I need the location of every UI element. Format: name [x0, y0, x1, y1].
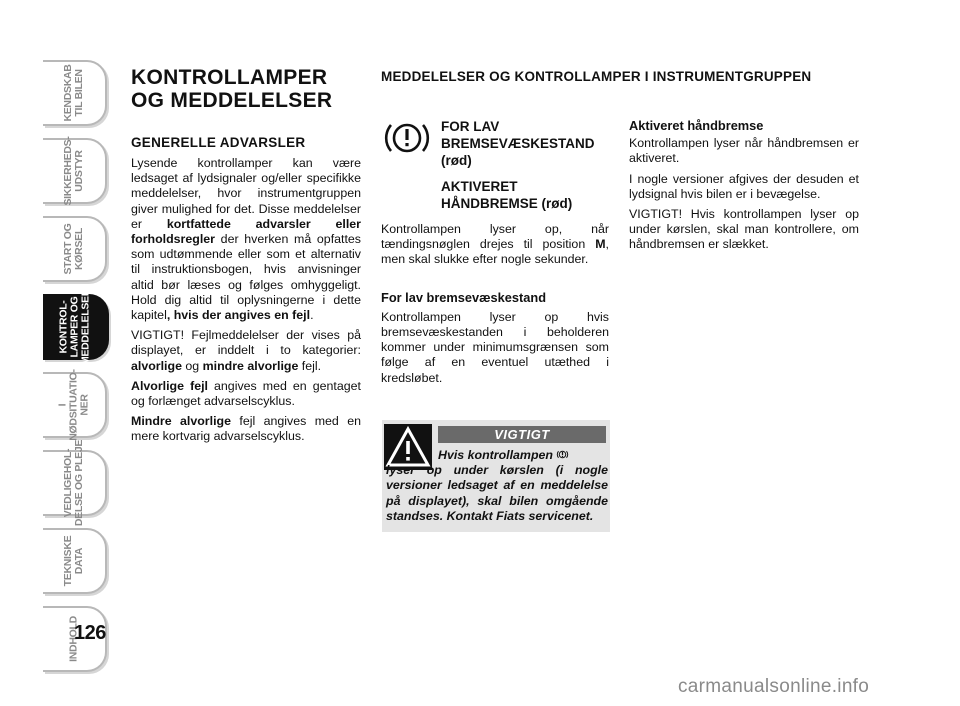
- page-number: 126: [74, 622, 106, 644]
- warning-title: [441, 118, 595, 212]
- title-line: (rød): [441, 153, 472, 168]
- brake-warning-icon: [556, 449, 569, 460]
- tab-sikkerhedsudstyr[interactable]: [43, 138, 107, 204]
- bold-text: kortfattede advarsler eller forholdsregler: [131, 216, 362, 247]
- text: , men skal slukke efter nogle sekunder.: [381, 237, 609, 267]
- tab-vedligeholdelse[interactable]: [43, 439, 107, 527]
- tab-label: KENDSKAB TIL BILEN: [62, 64, 85, 122]
- left-body: [131, 156, 361, 450]
- tab-tekniske-data[interactable]: [43, 528, 107, 594]
- text: lyser op under kørslen (i nogle versioner ledsaget af en meddelelse på displayet), skal bilen omgående standses. Kontakt Fiats servicenet.: [386, 463, 608, 523]
- text: Hvis kontrollampen: [438, 448, 553, 462]
- bold-text: , hvis der angives en fejl: [166, 308, 311, 323]
- subheading: For lav bremsevæskestand: [381, 289, 547, 305]
- section-subtitle: GENERELLE ADVARSLER: [131, 135, 306, 150]
- title-line: BREMSEVÆSKESTAND: [441, 136, 595, 151]
- tab-kendskab[interactable]: [43, 60, 107, 126]
- tab-label: INDHOLD: [67, 616, 80, 662]
- important-note-box: [382, 420, 610, 532]
- text: Lysende kontrollamper kan være ledsaget af lydsignaler og/eller specifikke meddelelser, hvor instrumentgruppen giver mulighed for det. Disse meddelelser er: [131, 156, 361, 231]
- tab-label: VEDLIGEHOL- DELSE OG PLEJE: [62, 439, 85, 527]
- paragraph: [381, 222, 609, 268]
- title-line: FOR LAV: [441, 119, 500, 134]
- title-line: AKTIVERET: [441, 179, 518, 194]
- tab-kontrollamper[interactable]: [43, 288, 109, 366]
- bold-text: mindre alvorlige: [202, 358, 299, 373]
- tab-label: TEKNISKE DATA: [62, 535, 85, 587]
- paragraph: [131, 379, 361, 409]
- tab-label: I NØDSITUATIO- NER: [56, 369, 91, 441]
- bold-text: M: [595, 237, 606, 252]
- tab-nodsituationer[interactable]: [43, 369, 107, 441]
- page-title: [131, 66, 332, 112]
- paragraph: VIGTIGT! Hvis kontrollampen lyser op under kørslen, skal man kontrollere, om håndbremsen er slækket.: [629, 207, 859, 252]
- tab-start-og-korsel[interactable]: [43, 216, 107, 282]
- text: fejl angives med en mere kortvarig advarselscyklus.: [131, 414, 361, 444]
- bold-text: alvorlige: [131, 358, 182, 373]
- title-line: HÅNDBREMSE (rød): [441, 196, 573, 211]
- text: Kontrollampen lyser op, når tændingsnøglen drejes til position: [381, 222, 609, 252]
- text: der hverken må opfattes som udtømmende eller som et alternativ til instruktionsbogen, hvis anvisninger altid bør læses og følges omhyggeligt. Hold dig altid til oplysningerne i dette kapitel: [131, 232, 361, 323]
- paragraph: [131, 414, 361, 444]
- text: .: [310, 308, 314, 323]
- bold-text: Mindre alvorlige: [131, 414, 231, 429]
- subheading: Aktiveret håndbremse: [629, 118, 764, 133]
- tab-label: START OG KØRSEL: [62, 223, 85, 275]
- text: og: [181, 358, 203, 373]
- note-text: [386, 448, 608, 524]
- important-badge: VIGTIGT: [438, 426, 606, 443]
- text: VIGTIGT! Fejlmeddelelser der vises på displayet, er inddelt i to kategorier:: [131, 328, 361, 358]
- brake-warning-icon: [382, 116, 432, 160]
- tab-label: KONTROL- LAMPER OG MEDDELELSER: [57, 288, 92, 366]
- bold-text: Alvorlige fejl: [131, 378, 208, 393]
- watermark: carmanualsonline.info: [678, 676, 870, 697]
- paragraph: Kontrollampen lyser op hvis bremsevæskestanden i beholderen kommer under minimumsgrænsen som følge af en eventuel utæthed i kredsløbet.: [381, 309, 609, 385]
- tab-label: SIKKERHEDS- UDSTYR: [62, 136, 85, 206]
- right-body: [629, 118, 859, 258]
- paragraph: Kontrollampen lyser når håndbremsen er aktiveret.: [629, 136, 859, 166]
- title-line-1: KONTROLLAMPER: [131, 66, 328, 89]
- paragraph: I nogle versioner afgives der desuden et lydsignal hvis bilen er i bevægelse.: [629, 171, 859, 201]
- text: fejl.: [298, 358, 322, 373]
- text: angives med en gentaget og forlænget advarselscyklus.: [131, 378, 361, 409]
- paragraph: [131, 328, 361, 374]
- middle-body: [381, 222, 609, 391]
- section-heading: MEDDELELSER OG KONTROLLAMPER I INSTRUMENTGRUPPEN: [381, 69, 812, 84]
- paragraph: [131, 156, 361, 323]
- title-line-2: OG MEDDELELSER: [131, 89, 333, 112]
